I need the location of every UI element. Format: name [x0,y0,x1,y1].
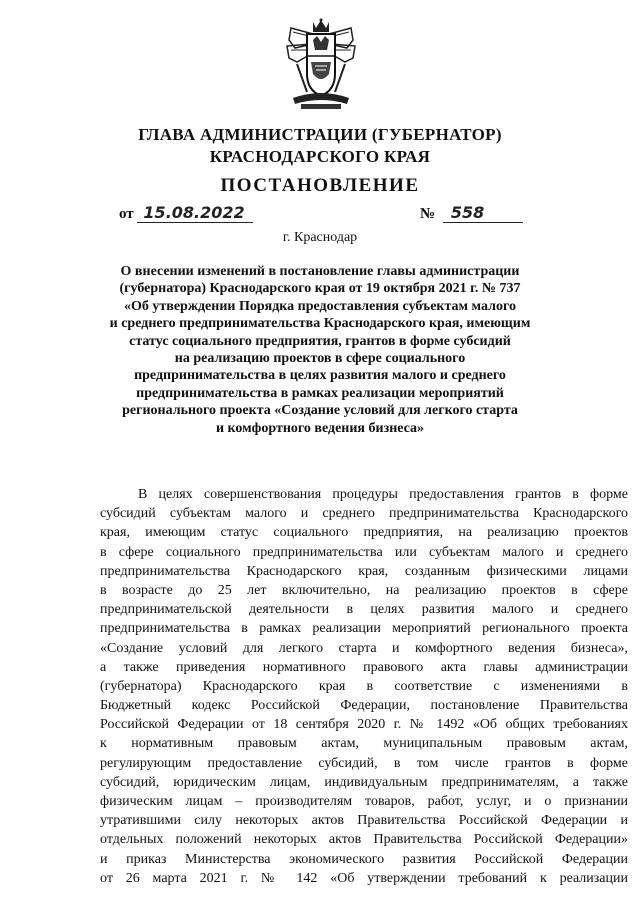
body-line: Российской Федерации от 18 сентября 2020 г. № 1492 «Об общих требованиях [100,717,628,733]
title-line: и комфортного ведения бизнеса» [215,420,425,436]
title-line: на реализацию проектов в сфере социального [174,351,466,367]
body-line: от 26 марта 2021 г. № 142 «Об утверждении требований к реализации [100,870,628,886]
body-line: Бюджетный кодекс Российской Федерации, постановление Правительства [100,698,628,714]
body-line: предпринимательской деятельности в целях развития малого и среднего [100,602,628,618]
krasnodar-coat-of-arms-icon [283,18,359,112]
date-line [119,203,253,225]
body-line: а также приведения нормативного правового акта главы администрации [100,659,628,675]
body-line: предпринимательства в рамках реализации мероприятий регионального проекта [100,621,628,637]
authority-title: ГЛАВА АДМИНИСТРАЦИИ (ГУБЕРНАТОР) [138,125,502,144]
body-paragraph [100,485,628,888]
title-line: предпринимательства в целях развития малого и среднего [134,368,506,384]
body-line: регулирующим предоставление субсидий, в том числе грантов в форме [100,755,628,771]
title-line: (губернатора) Краснодарского края от 19 октября 2021 г. № 737 [119,281,521,297]
body-line: (губернатора) Краснодарского края в соответствие с изменениями в [100,678,628,694]
authority-region: КРАСНОДАРСКОГО КРАЯ [209,147,431,166]
city: г. Краснодар [282,230,358,245]
document-title [100,263,540,437]
body-line: субсидий субъектам малого и среднего предпринимательства Краснодарского [100,506,628,522]
title-line: О внесении изменений в постановление главы администрации [120,264,520,279]
title-line: «Об утверждении Порядка предоставления субъектам малого [124,298,516,314]
body-line: отдельных положений некоторых актов Правительства Российской Федерации» [100,832,628,848]
title-line: предпринимательства в рамках реализации мероприятий [136,385,504,401]
number-prefix: № [420,206,436,222]
title-line: статус социального предприятия, грантов в форме субсидий [129,333,511,349]
body-line: «Создание условий для легкого старта и комфортного ведения бизнеса», [100,640,628,656]
number-line [420,203,523,225]
title-line: регионального проекта «Создание условий для легкого старта [122,403,518,419]
body-line: утратившими силу некоторых актов Правительства Российской Федерации и [100,813,628,829]
body-line: предпринимательства Краснодарского края, созданным физическими лицами [100,563,628,579]
body-line: края, имеющим статус социального предприятия, на реализацию проектов [100,525,628,541]
body-line: к нормативным правовым актам, муниципальным правовым актам, [100,736,628,752]
body-line: физическим лицам – производителям товаров, работ, услуг, и о признании [100,794,628,809]
document-type: ПОСТАНОВЛЕНИЕ [220,175,420,196]
body-line: в сфере социального предпринимательства или субъектам малого и среднего [100,544,628,560]
body-line: субсидий, юридическим лицам, индивидуальным предпринимателям, а также [100,774,628,790]
title-line: и среднего предпринимательства Краснодарского края, имеющим [109,316,531,332]
date-prefix: от [119,206,134,222]
body-line: В целях совершенствования процедуры предоставления грантов в форме [138,487,628,502]
document-number: 558 [443,203,523,223]
body-line: в возрасте до 25 лет включительно, на реализацию проектов в сфере [100,582,628,598]
body-line: и приказ Министерства экономического развития Российской Федерации [100,851,628,867]
date-value: 15.08.2022 [137,203,253,223]
